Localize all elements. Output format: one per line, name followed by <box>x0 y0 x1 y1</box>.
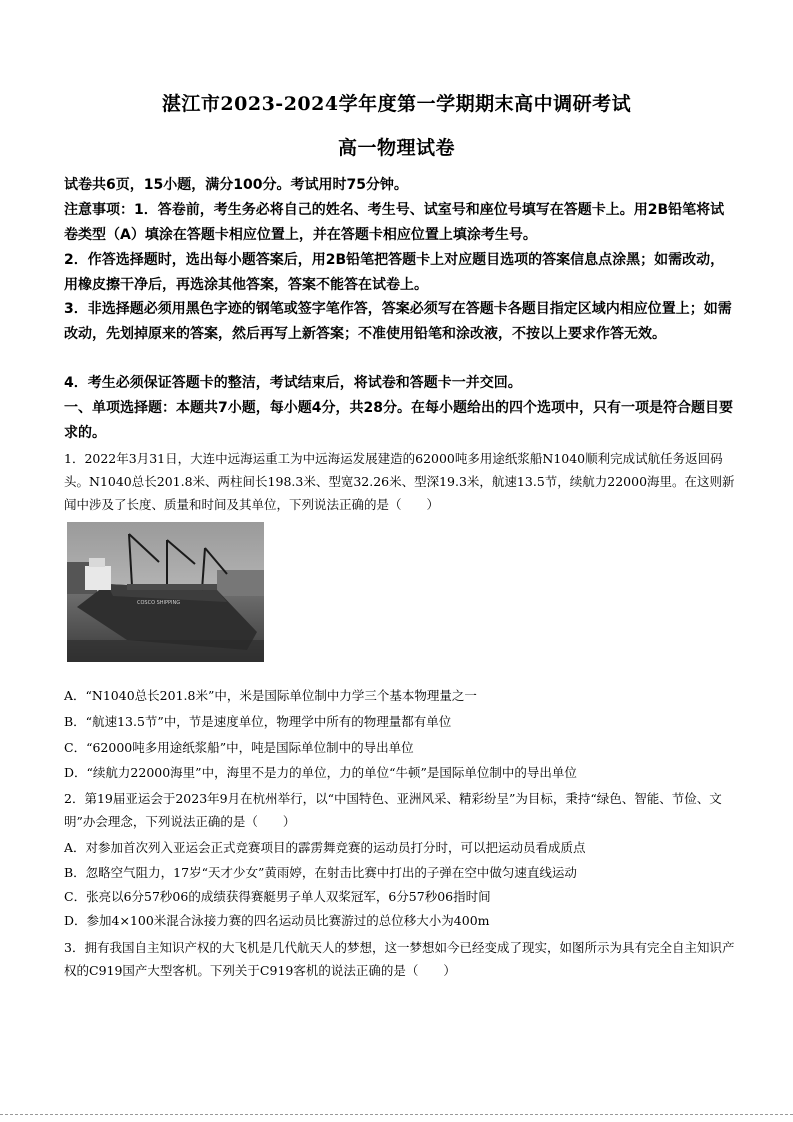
question-1-option-c: C．“62000吨多用途纸浆船”中，吨是国际单位制中的导出单位 <box>64 740 414 755</box>
question-2-option-d: D．参加4×100米混合泳接力赛的四名运动员比赛游过的总位移大小为400m <box>64 913 490 928</box>
page-bottom-divider <box>0 1114 793 1115</box>
question-3-stem: 3．拥有我国自主知识产权的大飞机是几代航天人的梦想，这一梦想如今已经变成了现实，如图所示为具有完全自主知识产权的C919国产大型客机。下列关于C919客机的说法正确的是（ ） <box>64 940 735 978</box>
question-2-stem: 2．第19届亚运会于2023年9月在杭州举行，以“中国特色、亚洲风采、精彩纷呈”为目标，秉持“绿色、智能、节俭、文明”办会理念，下列说法正确的是（ ） <box>64 791 722 829</box>
cargo-ship-photo <box>67 522 264 662</box>
exam-summary: 试卷共6页，15小题，满分100分。考试用时75分钟。 <box>64 177 408 193</box>
question-1-stem: 1．2022年3月31日，大连中远海运重工为中远海运发展建造的62000吨多用途纸浆船N1040顺利完成试航任务返回码头。N1040总长201.8米、两柱间长198.3米、型宽32.26米、型深19.3米，航速13.5节，续航力22000海里。在这则新闻中涉及了长度、质量和时间及其单位，下列说法正确的是（ ） <box>64 451 735 512</box>
note-1: 注意事项：1．答卷前，考生务必将自己的姓名、考生号、试室号和座位号填写在答题卡上。用2B铅笔将试卷类型（A）填涂在答题卡相应位置上，并在答题卡相应位置上填涂考生号。 <box>64 202 725 243</box>
note-2: 2．作答选择题时，选出每小题答案后，用2B铅笔把答题卡上对应题目选项的答案信息点涂黑；如需改动，用橡皮擦干净后，再选涂其他答案，答案不能答在试卷上。 <box>64 252 725 293</box>
question-1-option-b: B．“航速13.5节”中，节是速度单位，物理学中所有的物理量都有单位 <box>64 714 452 729</box>
svg-text:COSCO SHIPPING: COSCO SHIPPING <box>137 600 181 606</box>
question-1-option-a: A．“N1040总长201.8米”中，米是国际单位制中力学三个基本物理量之一 <box>64 688 477 703</box>
note-4: 4．考生必须保证答题卡的整洁，考试结束后，将试卷和答题卡一并交回。 <box>64 375 522 391</box>
cargo-ship-illustration <box>67 522 264 662</box>
exam-title: 湛江市2023-2024学年度第一学期期末高中调研考试 <box>161 93 632 115</box>
question-1-option-d: D．“续航力22000海里”中，海里不是力的单位，力的单位“牛顿”是国际单位制中的导出单位 <box>64 765 577 780</box>
question-2-option-a: A．对参加首次列入亚运会正式竞赛项目的霹雳舞竞赛的运动员打分时，可以把运动员看成质点 <box>64 840 586 855</box>
note-3: 3．非选择题必须用黑色字迹的钢笔或签字笔作答，答案必须写在答题卡各题目指定区域内相应位置上；如需改动，先划掉原来的答案，然后再写上新答案；不准使用铅笔和涂改液，不按以上要求作答无效。 <box>64 301 732 342</box>
section-heading: 一、单项选择题：本题共7小题，每小题4分，共28分。在每小题给出的四个选项中，只有一项是符合题目要求的。 <box>64 400 733 441</box>
question-2-option-b: B．忽略空气阻力，17岁“天才少女”黄雨婷，在射击比赛中打出的子弹在空中做匀速直线运动 <box>64 865 577 880</box>
question-2-option-c: C．张亮以6分57秒06的成绩获得赛艇男子单人双桨冠军，6分57秒06指时间 <box>64 889 491 904</box>
exam-subtitle: 高一物理试卷 <box>337 137 455 159</box>
